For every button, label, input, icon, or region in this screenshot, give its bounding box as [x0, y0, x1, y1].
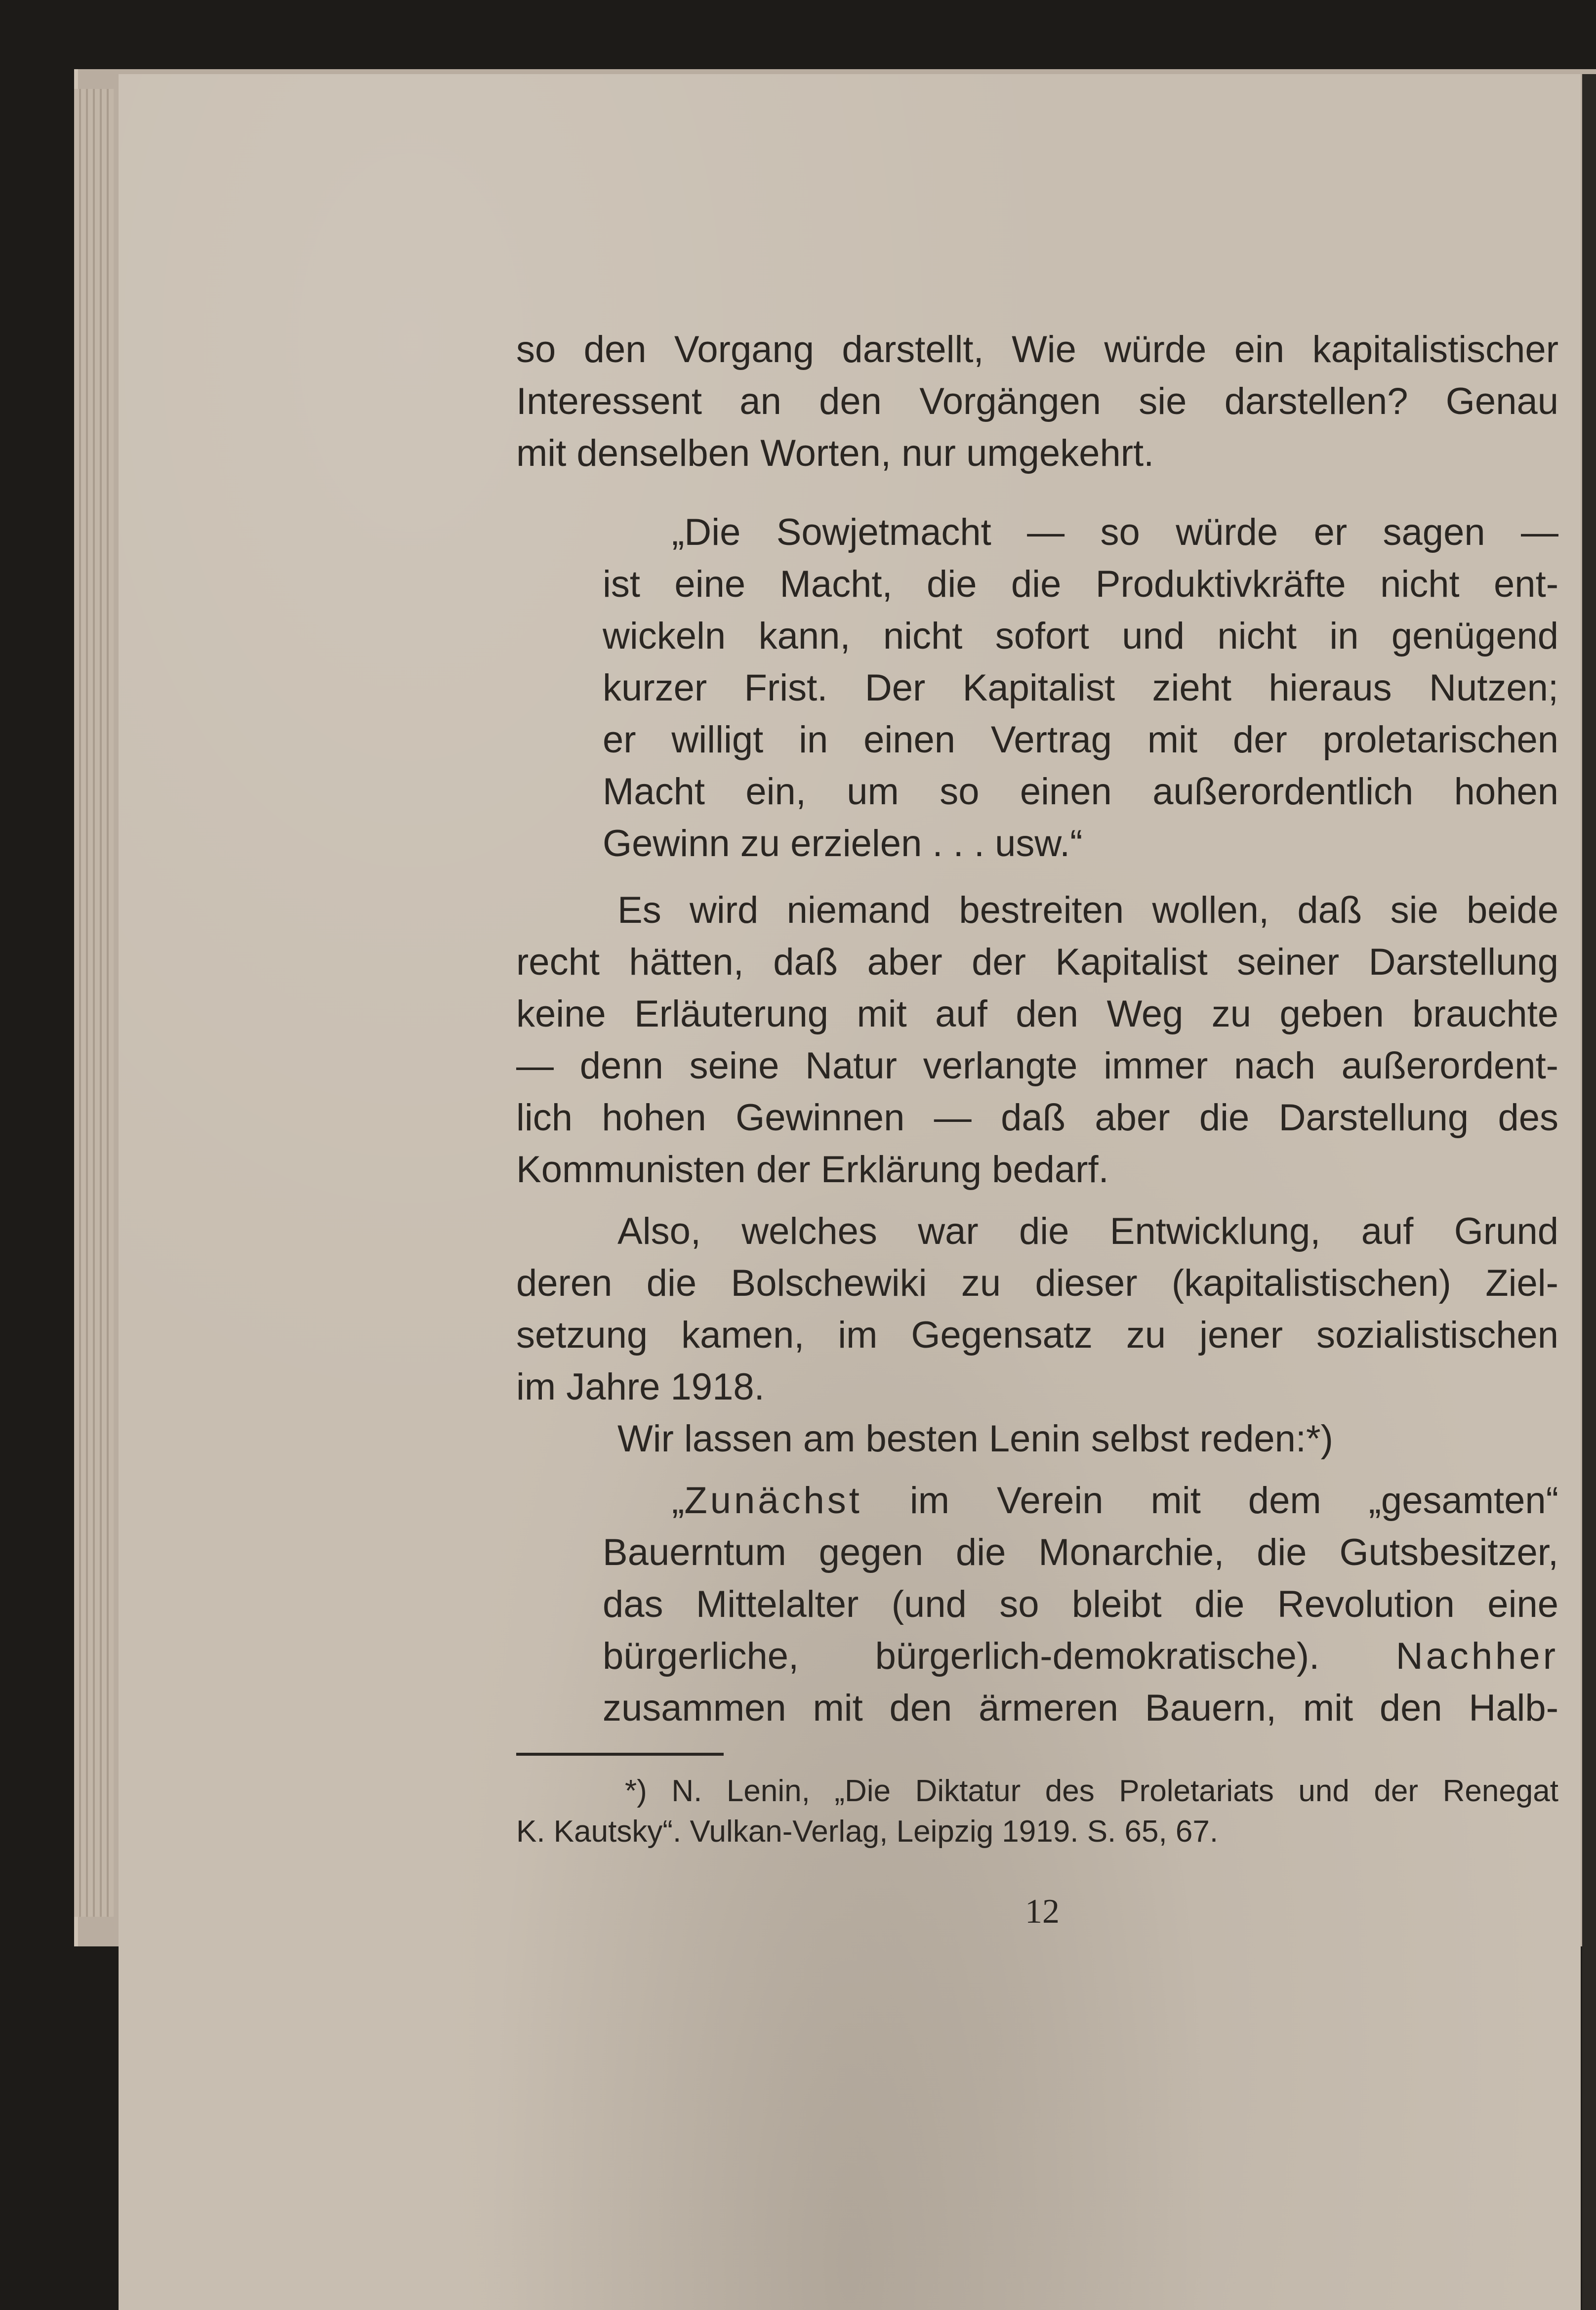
paragraph-3 [516, 1205, 1558, 1413]
text-line: Kommunisten der Erklärung bedarf. [516, 1149, 1109, 1191]
text-line: Es wird niemand bestreiten wollen, daß sie beide [617, 889, 1558, 931]
text-line: Macht ein, um so einen außerordentlich hohen [603, 771, 1558, 813]
text-line: „Die Sowjetmacht — so würde er sagen — [672, 511, 1558, 553]
paragraph-4 [516, 1413, 1558, 1465]
text-line: er willigt in einen Vertrag mit der proletarischen [603, 719, 1558, 761]
paragraph-1 [516, 324, 1558, 479]
page-edges [74, 89, 114, 1917]
text-line: ist eine Macht, die die Produktivkräfte nicht ent- [603, 563, 1558, 605]
text-line: das Mittelalter (und so bleibt die Revolution eine [603, 1583, 1558, 1625]
text-line: zusammen mit den ärmeren Bauern, mit den Halb- [603, 1687, 1558, 1729]
text-line: so den Vorgang darstellt, Wie würde ein kapitalistischer [516, 329, 1558, 371]
text-span: bürgerliche, bürgerlich-demokratische). [603, 1635, 1396, 1677]
binding-edge [1582, 74, 1596, 2310]
footnote-divider [516, 1753, 724, 1756]
text-line: Gewinn zu erzielen . . . usw.“ [603, 823, 1083, 865]
text-line: mit denselben Worten, nur umgekehrt. [516, 432, 1154, 474]
text-line: im Jahre 1918. [516, 1366, 765, 1408]
footnote-line: *) N. Lenin, „Die Diktatur des Proletariats und der Renegat [625, 1774, 1558, 1808]
spaced-word: Zunächst [684, 1480, 862, 1522]
text-line: Bauerntum gegen die Monarchie, die Gutsbesitzer, [603, 1531, 1558, 1573]
quote-block-1 [603, 506, 1558, 869]
text-line: recht hätten, daß aber der Kapitalist seiner Darstellung [516, 941, 1558, 983]
text-line: lich hohen Gewinnen — daß aber die Darstellung des [516, 1097, 1558, 1139]
quote-block-2 [603, 1475, 1558, 1734]
footnote [516, 1771, 1558, 1852]
text-line: Wir lassen am besten Lenin selbst reden:*) [617, 1418, 1333, 1460]
paragraph-2 [516, 884, 1558, 1196]
text-line: keine Erläuterung mit auf den Weg zu geben brauchte [516, 993, 1558, 1035]
text-line: kurzer Frist. Der Kapitalist zieht hieraus Nutzen; [603, 667, 1558, 709]
text-line: setzung kamen, im Gegensatz zu jener sozialistischen [516, 1314, 1558, 1356]
text-line: deren die Bolschewiki zu dieser (kapitalistischen) Ziel- [516, 1262, 1558, 1304]
text-span: im Verein mit dem „gesamten“ [862, 1480, 1558, 1522]
spaced-word: Nachher [1395, 1635, 1558, 1677]
quote-open: „ [672, 1480, 685, 1522]
text-line: Also, welches war die Entwicklung, auf Grund [617, 1210, 1558, 1252]
footnote-line: K. Kautsky“. Vulkan-Verlag, Leipzig 1919. S. 65, 67. [516, 1815, 1219, 1849]
text-line [672, 1475, 1558, 1526]
text-line: wickeln kann, nicht sofort und nicht in genügend [603, 615, 1558, 657]
text-line [603, 1630, 1558, 1682]
text-line: Interessent an den Vorgängen sie darstellen? Genau [516, 380, 1558, 422]
page-number: 12 [1025, 1893, 1060, 1931]
text-line: — denn seine Natur verlangte immer nach außerordent- [516, 1045, 1558, 1087]
